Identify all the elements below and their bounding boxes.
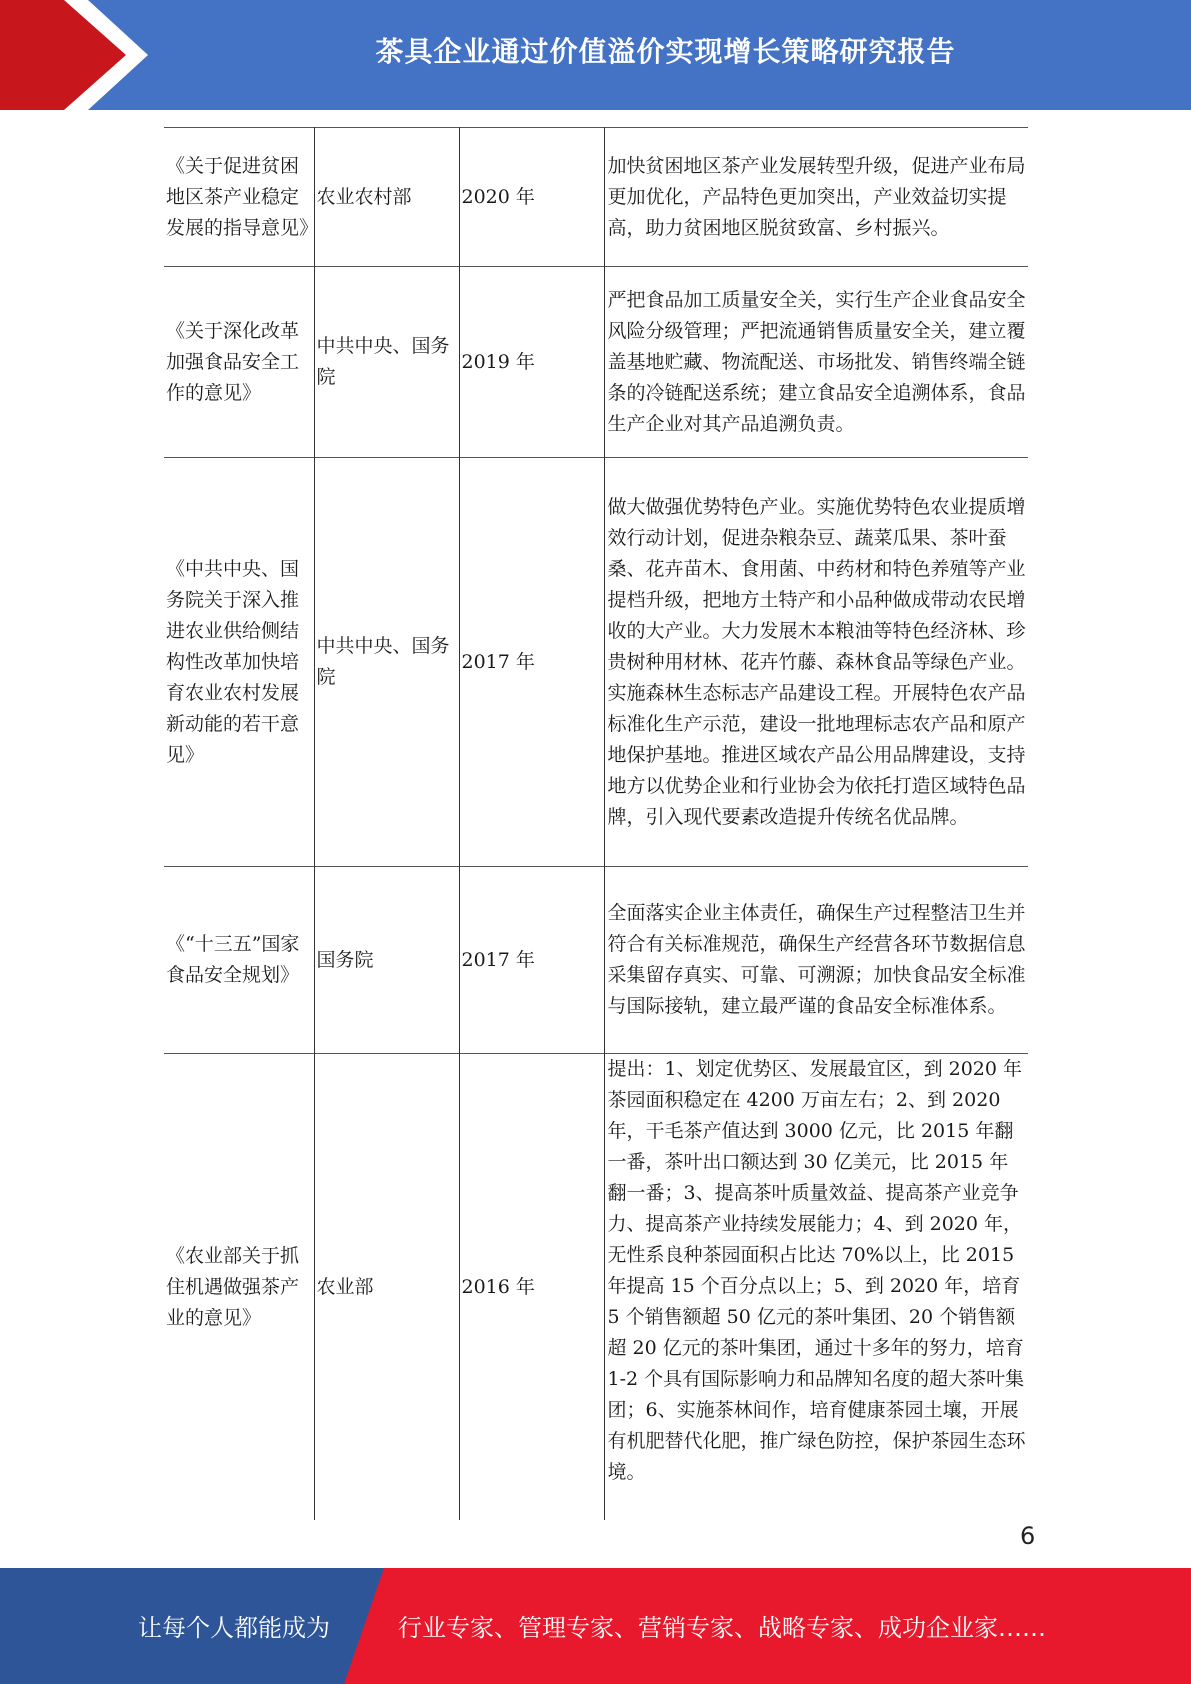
issuing-agency: 中共中央、国务院 xyxy=(314,267,459,458)
issuing-agency: 农业农村部 xyxy=(314,128,459,267)
policy-name: 《关于深化改革加强食品安全工作的意见》 xyxy=(166,319,300,404)
footer-banner xyxy=(0,1568,1191,1684)
issue-year: 2017 年 xyxy=(459,458,604,867)
table-row xyxy=(164,267,1028,458)
policy-content: 提出：1、划定优势区、发展最宜区，到 2020 年茶园面积稳定在 4200 万亩左右；2、到 2020 年，干毛茶产值达到 3000 亿元，比 2015 年翻一番，茶叶出口额达到 30 亿美元，比 2015 年翻一番；3、提高茶叶质量效益、提高茶产业竞争力、提高茶产业持续发展能力；4、到 2020 年，无性系良种茶园面积占比达 70%以上，比 2015 年提高 15 个百分点以上；5、到 2020 年，培育 5 个销售额超 50 亿元的茶叶集团、20 个销售额超 20 亿元的茶叶集团，通过十多年的努力，培育 1-2 个具有国际影响力和品牌知名度的超大茶叶集团；6、实施茶林间作，培育健康茶园土壤，开展有机肥替代化肥，推广绿色防控，保护茶园生态环境。 xyxy=(604,1054,1028,1521)
policy-table-container xyxy=(164,127,1028,1520)
footer-slogan-left: 让每个人都能成为 xyxy=(138,1614,330,1642)
issue-year: 2016 年 xyxy=(459,1054,604,1521)
page-number: 6 xyxy=(1020,1522,1036,1550)
issuing-agency: 农业部 xyxy=(314,1054,459,1521)
policy-content: 全面落实企业主体责任，确保生产过程整洁卫生并符合有关标准规范，确保生产经营各环节数据信息采集留存真实、可靠、可溯源；加快食品安全标准与国际接轨，建立最严谨的食品安全标准体系。 xyxy=(604,867,1028,1054)
policy-content: 做大做强优势特色产业。实施优势特色农业提质增效行动计划，促进杂粮杂豆、蔬菜瓜果、茶叶蚕桑、花卉苗木、食用菌、中药材和特色养殖等产业提档升级，把地方土特产和小品种做成带动农民增收的大产业。大力发展木本粮油等特色经济林、珍贵树种用材林、花卉竹藤、森林食品等绿色产业。实施森林生态标志产品建设工程。开展特色农产品标准化生产示范，建设一批地理标志农产品和原产地保护基地。推进区域农产品公用品牌建设，支持地方以优势企业和行业协会为依托打造区域特色品牌，引入现代要素改造提升传统名优品牌。 xyxy=(604,458,1028,867)
issue-year: 2017 年 xyxy=(459,867,604,1054)
policy-name: 《农业部关于抓住机遇做强茶产业的意见》 xyxy=(166,1244,300,1329)
policy-name: 《“十三五”国家食品安全规划》 xyxy=(166,933,300,986)
policy-name: 《关于促进贫困地区茶产业稳定发展的指导意见》 xyxy=(166,154,319,239)
issue-year: 2020 年 xyxy=(459,128,604,267)
issue-year: 2019 年 xyxy=(459,267,604,458)
policy-content: 加快贫困地区茶产业发展转型升级，促进产业布局更加优化，产品特色更加突出，产业效益切实提高，助力贫困地区脱贫致富、乡村振兴。 xyxy=(604,128,1028,267)
table-row xyxy=(164,1054,1028,1521)
table-row xyxy=(164,128,1028,267)
table-row xyxy=(164,458,1028,867)
issuing-agency: 国务院 xyxy=(314,867,459,1054)
table-row xyxy=(164,867,1028,1054)
header-banner xyxy=(0,0,1191,110)
policy-table xyxy=(164,127,1028,1520)
footer-slogan-right: 行业专家、管理专家、营销专家、战略专家、成功企业家…… xyxy=(398,1614,1046,1642)
policy-name: 《中共中央、国务院关于深入推进农业供给侧结构性改革加快培育农业农村发展新动能的若干意见》 xyxy=(166,557,300,766)
policy-content: 严把食品加工质量安全关，实行生产企业食品安全风险分级管理；严把流通销售质量安全关，建立覆盖基地贮藏、物流配送、市场批发、销售终端全链条的冷链配送系统；建立食品安全追溯体系，食品生产企业对其产品追溯负责。 xyxy=(604,267,1028,458)
issuing-agency: 中共中央、国务院 xyxy=(314,458,459,867)
page-title: 茶具企业通过价值溢价实现增长策略研究报告 xyxy=(375,35,956,68)
